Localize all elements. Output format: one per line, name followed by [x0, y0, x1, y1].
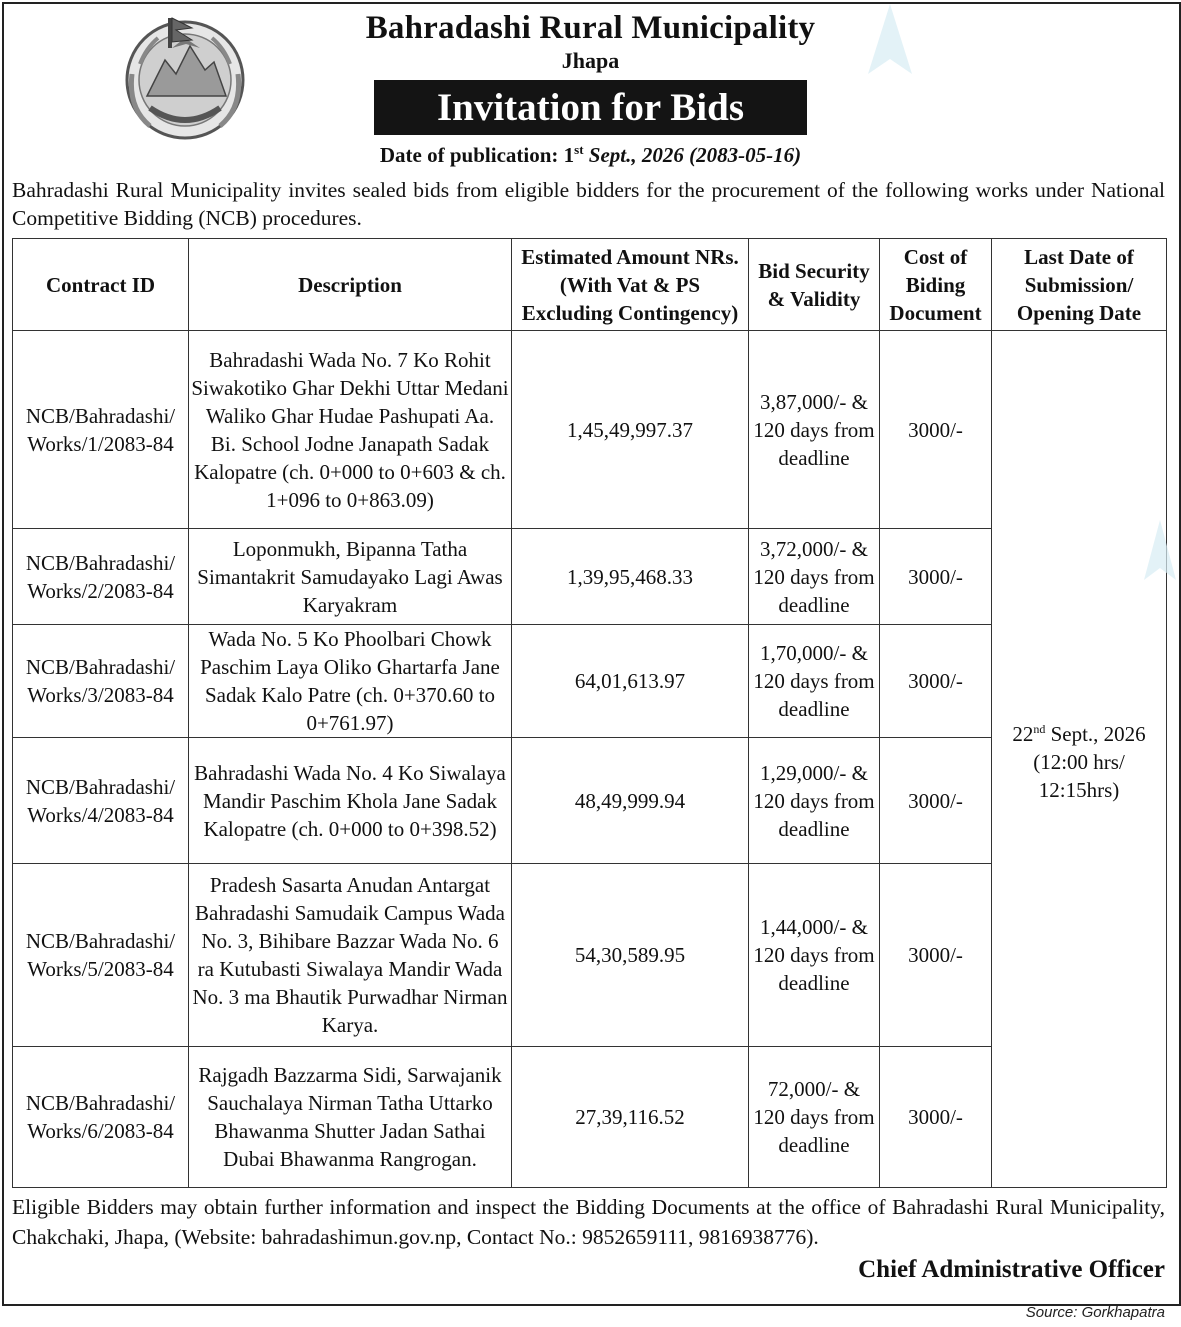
- description-cell: Pradesh Sasarta Anudan Antargat Bahradashi Samudaik Campus Wada No. 3, Bihibare Bazzar Wada No. 6 ra Kutubasti Siwalaya Mandir Wada No. 3 ma Bhautik Purwadhar Nirman Karya.: [189, 864, 512, 1047]
- header-contract-id: Contract ID: [13, 239, 189, 331]
- organization-name: Bahradashi Rural Municipality: [365, 10, 816, 46]
- description-cell: Rajgadh Bazzarma Sidi, Sarwajanik Sauchalaya Nirman Tatha Uttarko Bhawanma Shutter Jadan Sathai Dubai Bhawanma Rangrogan.: [189, 1047, 512, 1188]
- amount-cell: 48,49,999.94: [512, 738, 749, 864]
- cost-cell: 3000/-: [880, 331, 992, 529]
- description-cell: Wada No. 5 Ko Phoolbari Chowk Paschim Laya Oliko Ghartarfa Jane Sadak Kalo Patre (ch. 0+370.60 to 0+761.97): [189, 625, 512, 738]
- security-cell: 3,87,000/- & 120 days from deadline: [749, 331, 880, 529]
- district-name: Jhapa: [561, 48, 620, 73]
- contract-id-cell: NCB/Bahradashi/ Works/2/2083-84: [13, 529, 189, 625]
- amount-cell: 1,39,95,468.33: [512, 529, 749, 625]
- security-cell: 1,44,000/- & 120 days from deadline: [749, 864, 880, 1047]
- amount-cell: 64,01,613.97: [512, 625, 749, 738]
- deadline-ordinal: nd: [1033, 721, 1046, 736]
- deadline-date: Sept., 2026: [1045, 721, 1146, 746]
- deadline-times: (12:00 hrs/ 12:15hrs): [1033, 749, 1125, 802]
- security-cell: 1,29,000/- & 120 days from deadline: [749, 738, 880, 864]
- contract-id-cell: NCB/Bahradashi/ Works/6/2083-84: [13, 1047, 189, 1188]
- cost-cell: 3000/-: [880, 864, 992, 1047]
- description-cell: Bahradashi Wada No. 4 Ko Siwalaya Mandir Paschim Khola Jane Sadak Kalopatre (ch. 0+000 to 0+398.52): [189, 738, 512, 864]
- contract-id-cell: NCB/Bahradashi/ Works/5/2083-84: [13, 864, 189, 1047]
- amount-cell: 1,45,49,997.37: [512, 331, 749, 529]
- header-bid-security: Bid Security & Validity: [749, 239, 880, 331]
- cost-cell: 3000/-: [880, 1047, 992, 1188]
- cost-cell: 3000/-: [880, 529, 992, 625]
- security-cell: 72,000/- & 120 days from deadline: [749, 1047, 880, 1188]
- header-last-date: Last Date of Submission/ Opening Date: [992, 239, 1167, 331]
- security-cell: 3,72,000/- & 120 days from deadline: [749, 529, 880, 625]
- header-cost-document: Cost of Biding Document: [880, 239, 992, 331]
- contract-id-cell: NCB/Bahradashi/ Works/1/2083-84: [13, 331, 189, 529]
- signature: Chief Administrative Officer: [858, 1256, 1165, 1283]
- cost-cell: 3000/-: [880, 625, 992, 738]
- deadline-day: 22: [1012, 721, 1034, 746]
- amount-cell: 54,30,589.95: [512, 864, 749, 1047]
- security-cell: 1,70,000/- & 120 days from deadline: [749, 625, 880, 738]
- description-cell: Bahradashi Wada No. 7 Ko Rohit Siwakotiko Ghar Dekhi Uttar Medani Waliko Ghar Hudae Pashupati Aa. Bi. School Jodne Janapath Sadak Kalopatre (ch. 0+000 to 0+603 & ch. 1+096 to 0+863.09): [189, 331, 512, 529]
- contract-id-cell: NCB/Bahradashi/ Works/3/2083-84: [13, 625, 189, 738]
- header-estimated-amount: Estimated Amount NRs. (With Vat & PS Excluding Contingency): [512, 239, 749, 331]
- closing-paragraph: Eligible Bidders may obtain further information and inspect the Bidding Documents at the office of Bahradashi Rural Municipality, Chakchaki, Jhapa, (Website: bahradashimun.gov.np, Contact No.: 9852659111, 9816938776).: [12, 1195, 1165, 1249]
- deadline-cell: [992, 331, 1167, 1188]
- source-credit: Source: Gorkhapatra: [1025, 1304, 1165, 1321]
- publication-ordinal: st: [574, 142, 584, 157]
- notice-title: Invitation for Bids: [374, 80, 807, 135]
- table-row: [13, 331, 1167, 529]
- publication-label: Date of publication: 1: [379, 143, 575, 167]
- publication-date: [0, 142, 1181, 168]
- intro-paragraph: Bahradashi Rural Municipality invites sealed bids from eligible bidders for the procurement of the following works under National Competitive Bidding (NCB) procedures.: [12, 178, 1165, 230]
- amount-cell: 27,39,116.52: [512, 1047, 749, 1188]
- publication-date-value: Sept., 2026 (2083-05-16): [583, 143, 802, 167]
- header-description: Description: [189, 239, 512, 331]
- description-cell: Loponmukh, Bipanna Tatha Simantakrit Samudayako Lagi Awas Karyakram: [189, 529, 512, 625]
- contract-id-cell: NCB/Bahradashi/ Works/4/2083-84: [13, 738, 189, 864]
- table-header-row: [13, 239, 1167, 331]
- cost-cell: 3000/-: [880, 738, 992, 864]
- bid-table: [12, 238, 1167, 1188]
